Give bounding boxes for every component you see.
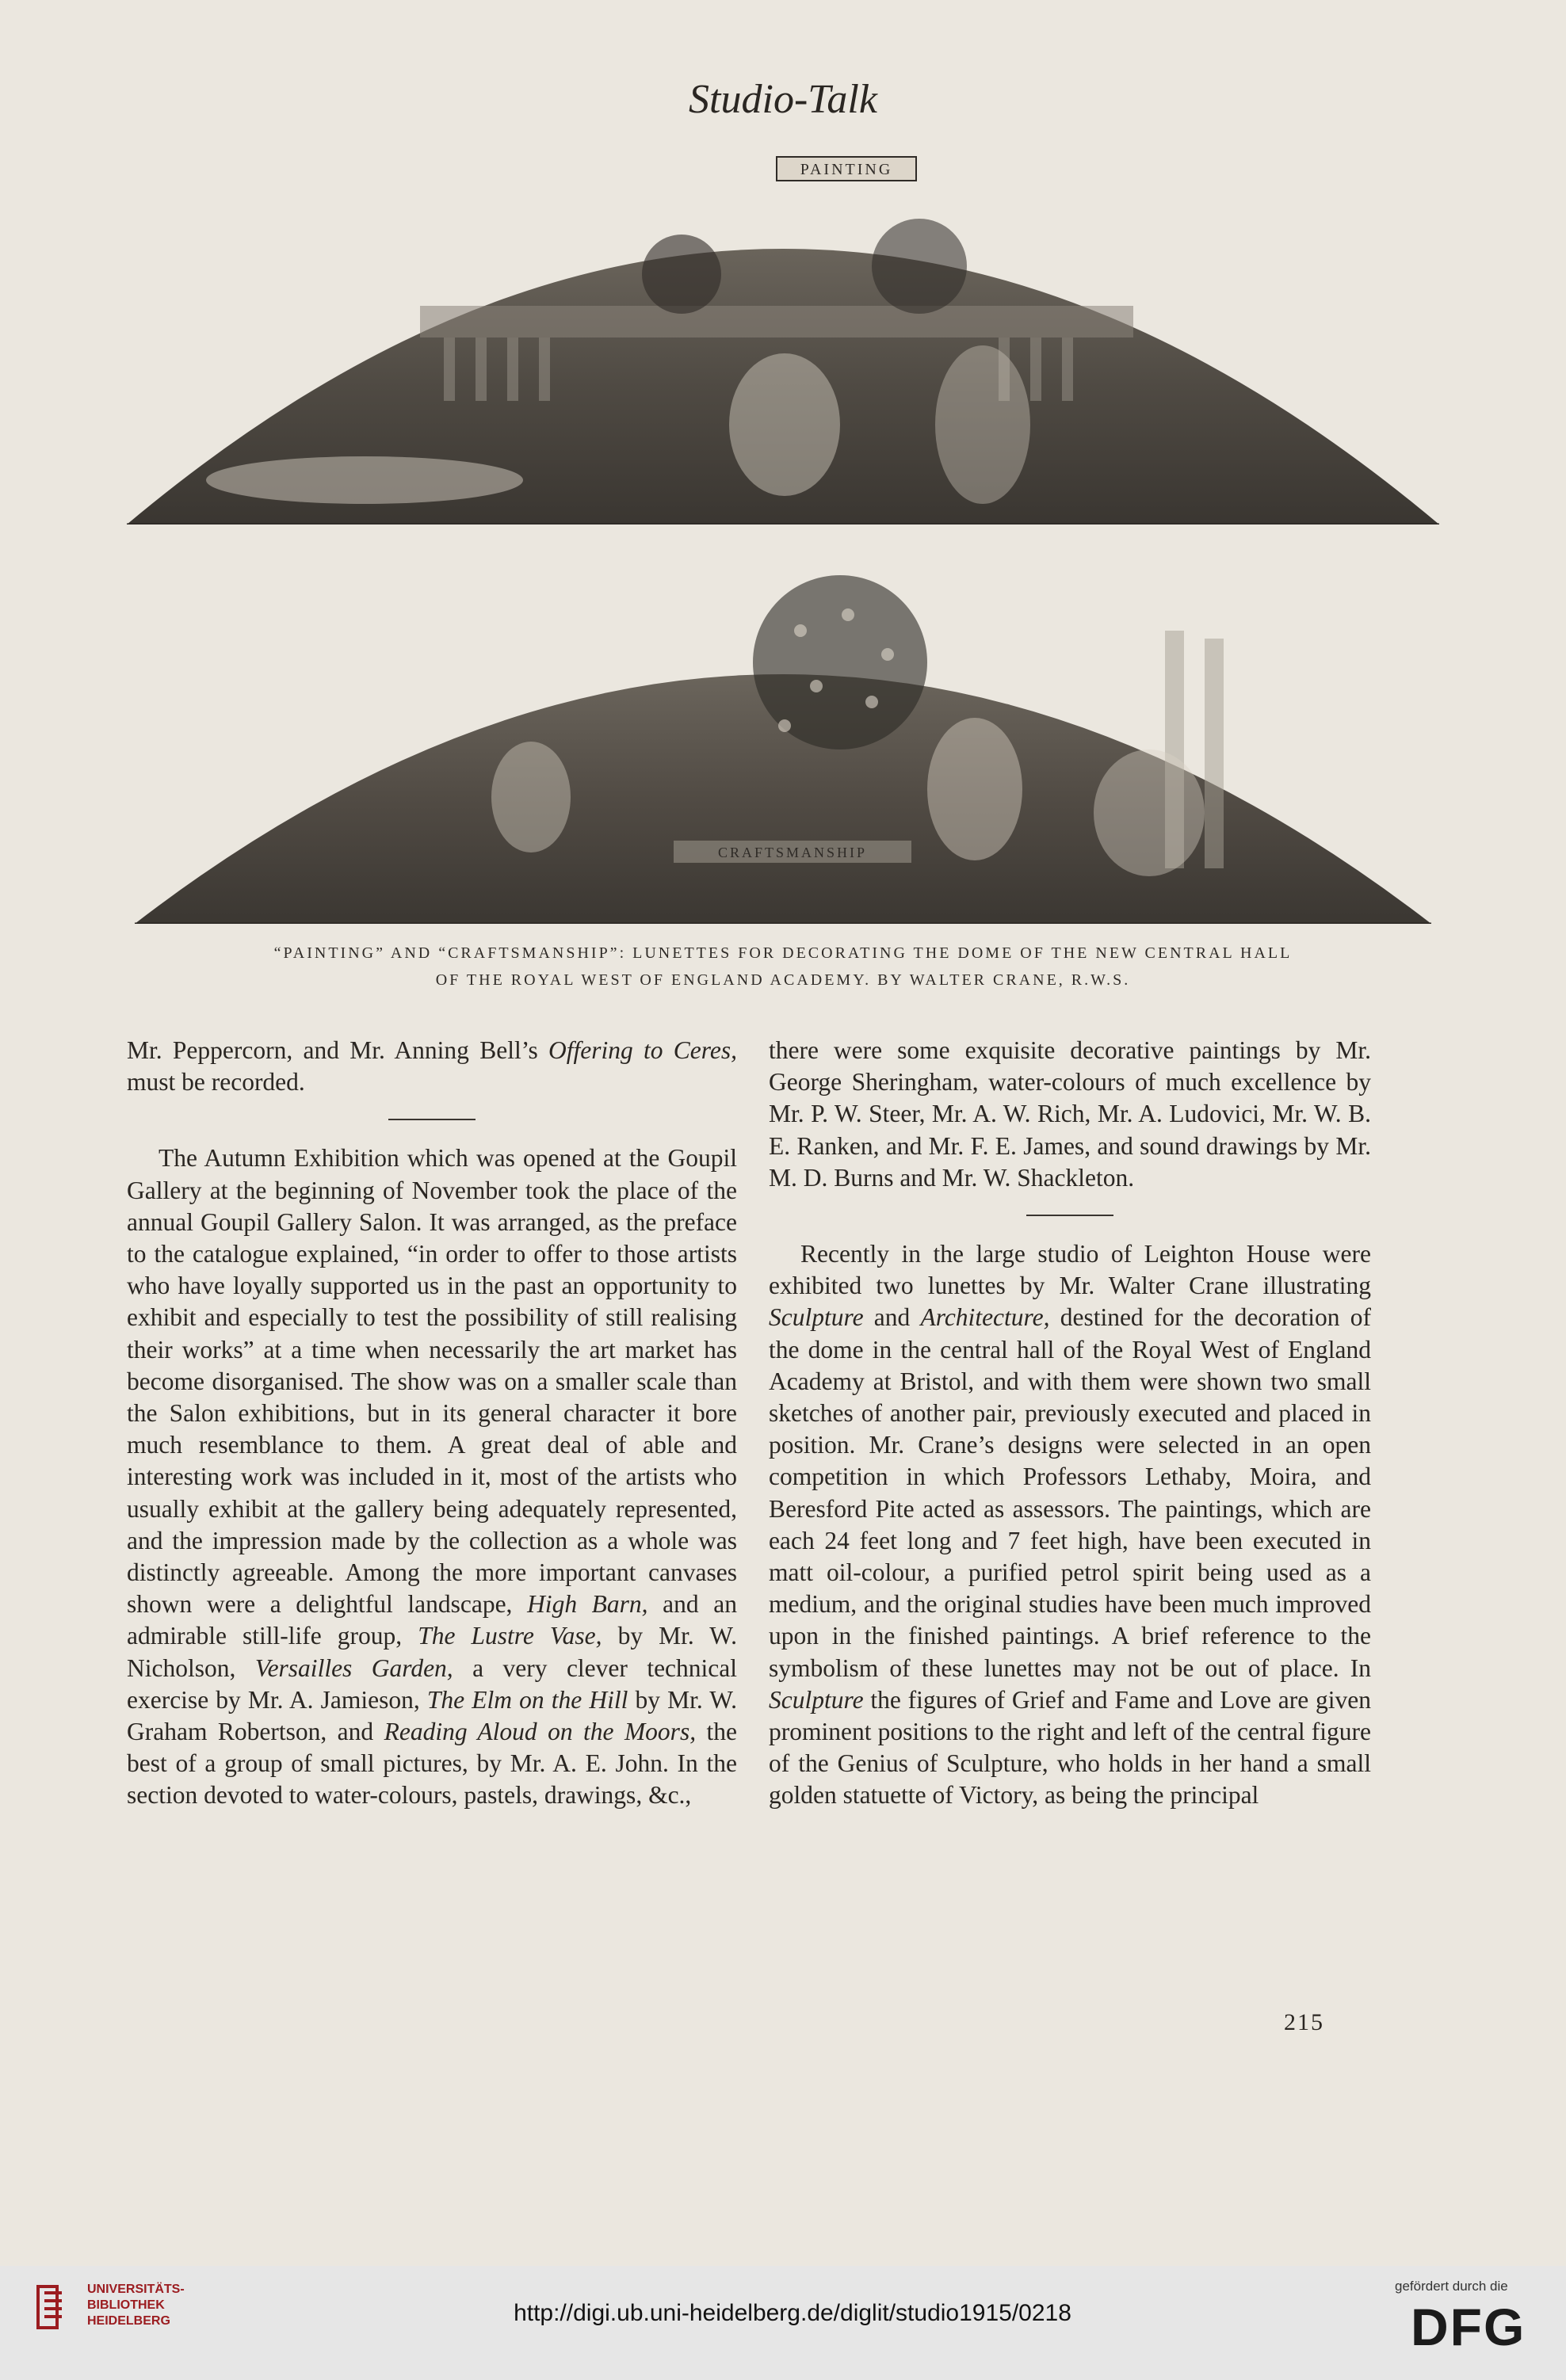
- lunette-painting-illustration: [127, 139, 1439, 524]
- figure-caption: [119, 940, 1447, 994]
- paragraph: [127, 1142, 737, 1811]
- text-run: by Mr. W. Nicholson,: [127, 1622, 737, 1682]
- permalink-url[interactable]: http://digi.ub.uni-heidelberg.de/diglit/studio1915/0218: [514, 2300, 1071, 2326]
- text-run: destined for the decoration of the dome in the central hall of the Royal West of England Academy at Bristol, and with them were shown two small sketches of another pair, previously executed and placed in position. Mr. Crane’s designs were selected in an open competition in which Professors Lethaby, Moira, and Beresford Pite acted as assessors. The paintings, which are each 24 feet long and 7 feet high, have been executed in matt oil-colour, a purified petrol spirit being used as a medium, and the original studies have been much improved upon in the finished paintings. A brief reference to the symbolism of these lunettes may not be out of place. In: [769, 1303, 1371, 1682]
- text-run: by Mr. W. Graham Robertson, and: [127, 1685, 737, 1746]
- library-name-line: UNIVERSITÄTS-: [87, 2283, 185, 2296]
- text-run: and an admirable still-life group,: [127, 1590, 738, 1650]
- library-name-line: BIBLIOTHEK: [87, 2298, 165, 2312]
- library-logo-icon: [33, 2280, 65, 2336]
- paragraph: there were some exquisite decorative paintings by Mr. George Sheringham, water-colours of much excellence by Mr. P. W. Steer, Mr. A. W. Rich, Mr. A. Ludovici, Mr. W. B. E. Ranken, and Mr. F. E. James, and sound drawings by Mr. M. D. Burns and Mr. W. Shackleton.: [769, 1036, 1371, 1192]
- artwork-title: Versailles Garden,: [254, 1653, 453, 1682]
- caption-line-1: “PAINTING” AND “CRAFTSMANSHIP”: LUNETTES FOR DECORATING THE DOME OF THE NEW CENTRAL HALL: [273, 944, 1293, 962]
- artwork-title: High Barn,: [527, 1590, 648, 1619]
- text-run: must be recorded.: [127, 1068, 305, 1097]
- right-column: [769, 1035, 1371, 1812]
- section-divider: [1026, 1215, 1113, 1216]
- running-title: Studio-Talk: [689, 77, 877, 122]
- artwork-title: Reading Aloud on the Moors,: [384, 1718, 697, 1746]
- dfg-logo: DFG: [1411, 2298, 1526, 2356]
- artwork-title: Offering to Ceres,: [548, 1036, 737, 1064]
- lunette-craftsmanship-illustration: [135, 567, 1431, 924]
- section-divider: [388, 1119, 476, 1120]
- left-column: [127, 1035, 737, 1812]
- text-run: the figures of Grief and Fame and Love are given prominent positions to the right and left of the central figure of the Genius of Sculpture, who holds in her hand a small golden statuette of Victory, as being the principal: [769, 1685, 1371, 1810]
- paragraph: [127, 1035, 737, 1098]
- library-name-line: HEIDELBERG: [87, 2314, 170, 2328]
- sponsor-text: gefördert durch die: [1395, 2279, 1508, 2294]
- caption-line-2: OF THE ROYAL WEST OF ENGLAND ACADEMY. BY WALTER CRANE, R.W.S.: [435, 971, 1131, 989]
- lunette-craftsmanship-inscription: CRAFTSMANSHIP: [717, 845, 868, 860]
- text-run: Mr. Peppercorn, and Mr. Anning Bell’s: [127, 1036, 548, 1064]
- text-run: the best of a group of small pictures, by Mr. A. E. John. In the section devoted to water-colours, pastels, drawings, &c.,: [127, 1718, 737, 1810]
- artwork-title: Sculpture: [769, 1685, 864, 1714]
- artwork-title: Sculpture: [769, 1303, 864, 1332]
- page-number: 215: [1284, 2009, 1324, 2035]
- artwork-title: Architecture,: [920, 1303, 1050, 1332]
- text-run: The Autumn Exhibition which was opened at the Goupil Gallery at the beginning of November took the place of the annual Goupil Gallery Salon. It was arranged, as the preface to the catalogue explained, “in order to offer to those artists who have loyally supported us in the past an opportunity to exhibit and especially to test the possibility of still realising their works” at a time when necessarily the art market has become disorganised. The show was on a smaller scale than the Salon exhibitions, but in its general character it bore much resemblance to them. A great deal of able and interesting work was included in it, most of the artists who usually exhibit at the gallery being adequately represented, and the impression made by the collection as a whole was distinctly agreeable. Among the more important canvases shown were a delightful landscape,: [127, 1144, 737, 1619]
- text-run: Recently in the large studio of Leighton House were exhibited two lunettes by Mr. Walter Crane illustrating: [769, 1240, 1371, 1300]
- paragraph: [769, 1238, 1371, 1812]
- artwork-title: The Lustre Vase,: [418, 1622, 602, 1650]
- artwork-title: The Elm on the Hill: [426, 1685, 628, 1714]
- text-run: and: [863, 1303, 921, 1332]
- text-run: a very clever technical exercise by Mr. A. Jamieson,: [127, 1653, 737, 1714]
- library-name: [87, 2282, 185, 2329]
- lunette-painting-inscription: PAINTING: [800, 161, 893, 178]
